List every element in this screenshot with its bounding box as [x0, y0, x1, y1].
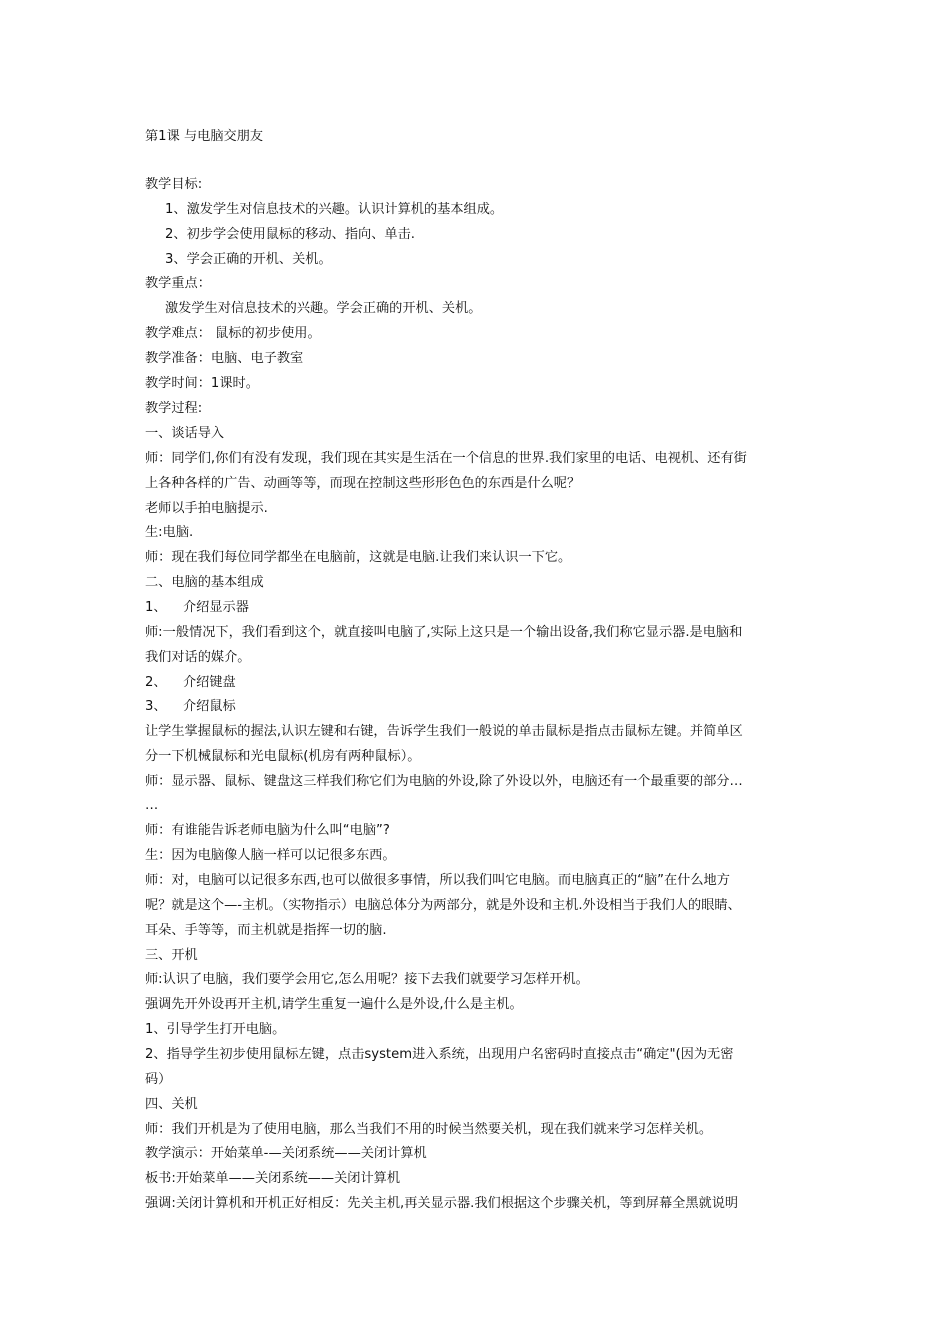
section-heading: 二、电脑的基本组成 [145, 575, 264, 590]
text-line: 师：显示器、鼠标、键盘这三样我们称它们为电脑的外设,除了外设以外，电脑还有一个最重要的部分… [145, 774, 743, 789]
text-line: 教学目标: [145, 177, 203, 192]
text-line: 生:电脑. [145, 525, 194, 540]
text-line: 教学过程: [145, 401, 203, 416]
text-line: 师：同学们,你们有没有发现，我们现在其实是生活在一个信息的世界.我们家里的电话、电视机、还有街 [145, 451, 747, 466]
section-heading: 一、谈话导入 [145, 426, 225, 441]
text-line: 1、引导学生打开电脑。 [145, 1022, 286, 1037]
text-line: 3、学会正确的开机、关机。 [165, 252, 332, 267]
text-line: 呢？就是这个—-主机。（实物指示）电脑总体分为两部分，就是外设和主机.外设相当于我们人的眼睛、 [145, 898, 741, 913]
item-text: 介绍显示器 [183, 600, 249, 615]
item-number: 3、 [145, 699, 167, 714]
text-line: 强调:关闭计算机和开机正好相反：先关主机,再关显示器.我们根据这个步骤关机，等到屏幕全黑就说明 [145, 1196, 739, 1211]
text-line: 激发学生对信息技术的兴趣。学会正确的开机、关机。 [165, 301, 482, 316]
item-text: 介绍鼠标 [183, 699, 236, 714]
text-line: 师：我们开机是为了使用电脑，那么当我们不用的时候当然要关机，现在我们就来学习怎样关机。 [145, 1122, 713, 1137]
text-line: 分一下机械鼠标和光电鼠标(机房有两种鼠标）。 [145, 749, 421, 764]
item-text: 介绍键盘 [183, 675, 236, 690]
text-line: 生：因为电脑像人脑一样可以记很多东西。 [145, 848, 396, 863]
text-line: 教学时间：1课时。 [145, 376, 259, 391]
text-line: 教学准备：电脑、电子教室 [145, 351, 304, 366]
text-line: 师：现在我们每位同学都坐在电脑前，这就是电脑.让我们来认识一下它。 [145, 550, 572, 565]
item-number: 1、 [145, 600, 167, 615]
numbered-item [145, 599, 810, 617]
text-line: 师：对，电脑可以记很多东西,也可以做很多事情，所以我们叫它电脑。而电脑真正的“脑”在什么地方 [145, 873, 730, 888]
text-line: 老师以手拍电脑提示. [145, 501, 268, 516]
text-line: 强调先开外设再开主机,请学生重复一遍什么是外设,什么是主机。 [145, 997, 523, 1012]
text-line: 师:认识了电脑，我们要学会用它,怎么用呢？接下去我们就要学习怎样开机。 [145, 972, 589, 987]
text-line: 2、初步学会使用鼠标的移动、指向、单击. [165, 227, 415, 242]
text-line: 让学生掌握鼠标的握法,认识左键和右键，告诉学生我们一般说的单击鼠标是指点击鼠标左键。并简单区 [145, 724, 743, 739]
text-line: 我们对话的媒介。 [145, 650, 251, 665]
numbered-item [145, 698, 810, 716]
text-line: 教学演示：开始菜单-—关闭系统——关闭计算机 [145, 1146, 427, 1161]
text-line: … [145, 798, 159, 813]
text-line: 1、激发学生对信息技术的兴趣。认识计算机的基本组成。 [165, 202, 504, 217]
text-line: 码） [145, 1072, 172, 1087]
text-line: 耳朵、手等等，而主机就是指挥一切的脑. [145, 923, 387, 938]
lesson-title: 第1课 与电脑交朋友 [145, 129, 264, 144]
section-heading: 四、关机 [145, 1097, 198, 1112]
text-line: 上各种各样的广告、动画等等，而现在控制这些形形色色的东西是什么呢？ [145, 476, 581, 491]
text-line: 板书:开始菜单——关闭系统——关闭计算机 [145, 1171, 401, 1186]
text-line: 师:一般情况下，我们看到这个，就直接叫电脑了,实际上这只是一个输出设备,我们称它显示器.是电脑和 [145, 625, 743, 640]
text-line: 教学难点： 鼠标的初步使用。 [145, 326, 321, 341]
numbered-item [145, 674, 810, 692]
item-number: 2、 [145, 675, 167, 690]
section-heading: 三、开机 [145, 948, 198, 963]
text-line: 2、指导学生初步使用鼠标左键，点击system进入系统，出现用户名密码时直接点击“确定"(因为无密 [145, 1047, 734, 1062]
text-line: 教学重点： [145, 276, 211, 291]
text-line: 师：有谁能告诉老师电脑为什么叫“电脑”? [145, 823, 390, 838]
